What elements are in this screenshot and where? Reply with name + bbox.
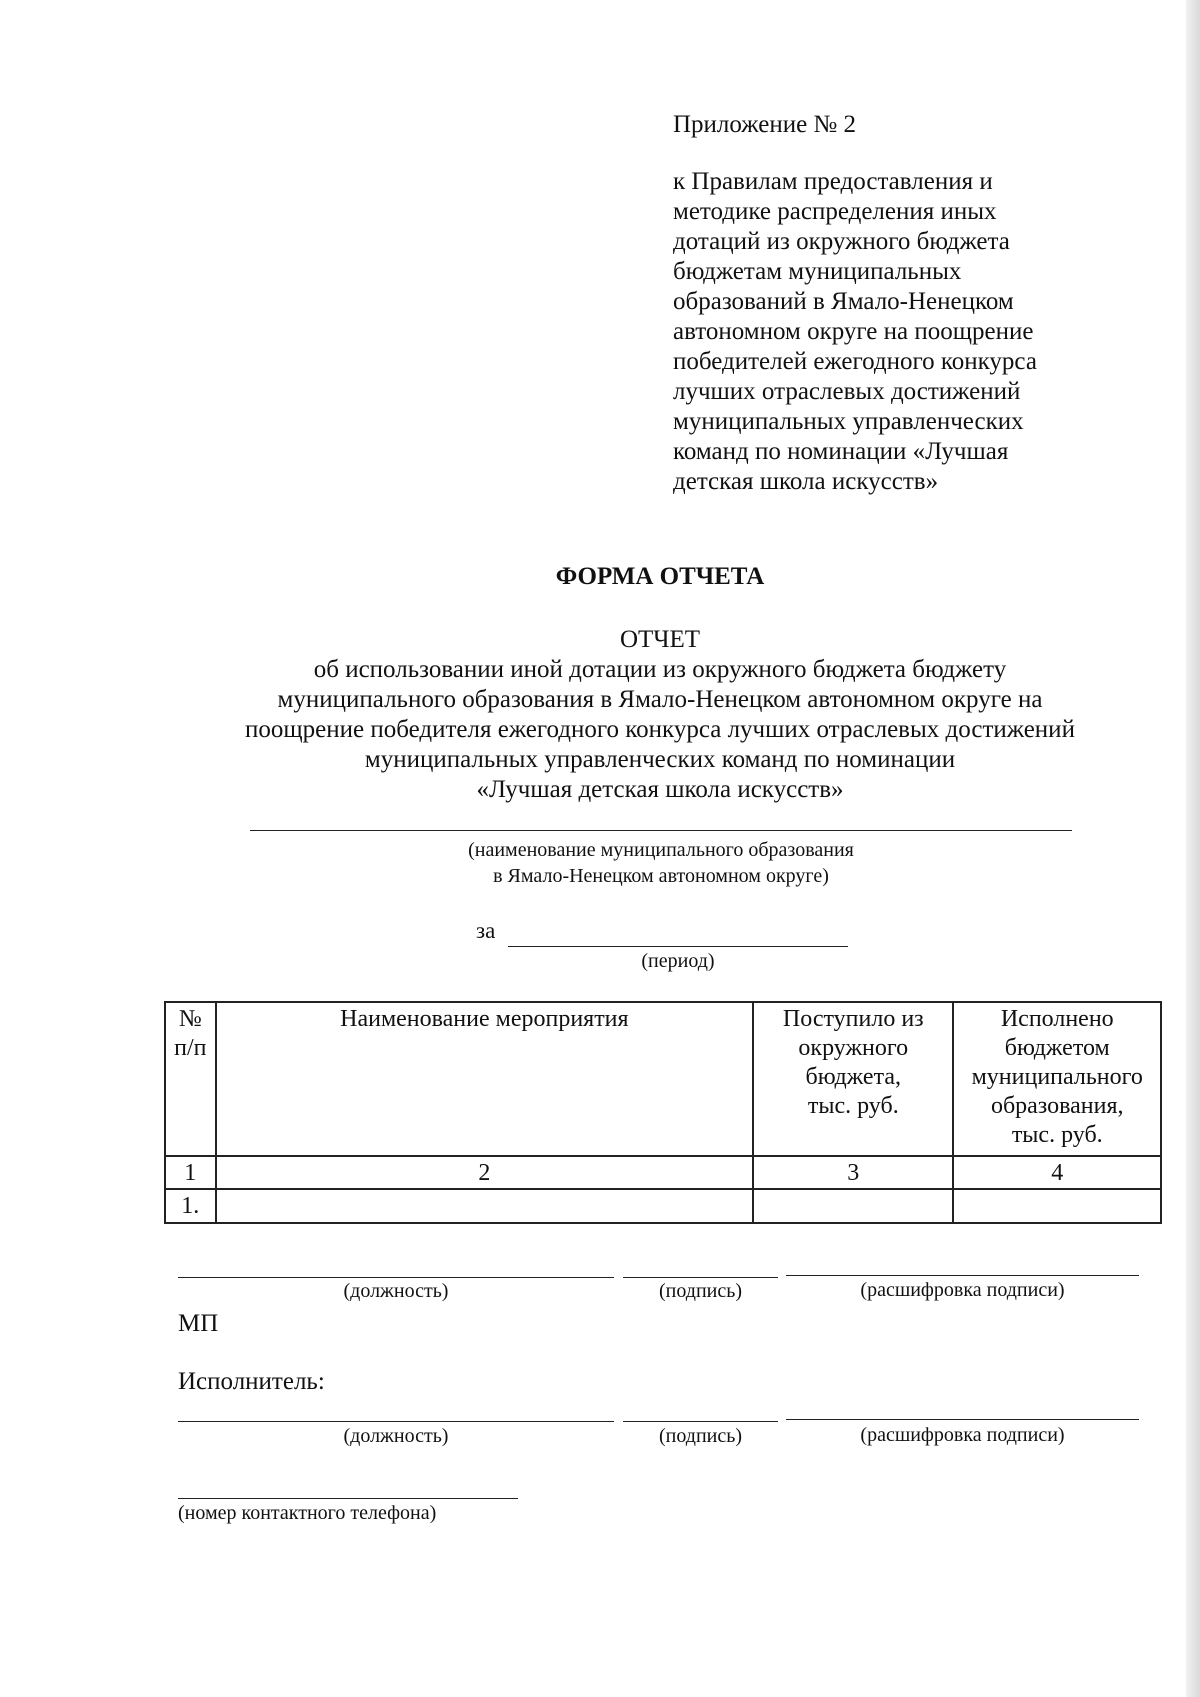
appendix-line: команд по номинации «Лучшая <box>673 438 1009 465</box>
header-line: тыс. руб. <box>807 1093 899 1119</box>
decoding-caption: (расшифровка подписи) <box>860 1279 1065 1301</box>
appendix-line: дотаций из окружного бюджета <box>673 228 1010 255</box>
report-line: муниципального образования в Ямало-Ненецком автономном округе на <box>277 686 1043 713</box>
municipality-name-field[interactable] <box>250 830 1072 831</box>
header-line: п/п <box>174 1035 207 1061</box>
position-caption: (должность) <box>343 1280 449 1302</box>
caption-line: (наименование муниципального образования <box>468 839 854 861</box>
signature-caption: (подпись) <box>658 1280 743 1302</box>
appendix-line: автономном округе на поощрение <box>673 318 1034 345</box>
header-line: Поступило из <box>782 1006 924 1032</box>
report-line: об использовании иной дотации из окружного бюджета бюджету <box>313 656 1007 683</box>
header-event-name <box>216 1002 753 1156</box>
header-line: окружного <box>798 1035 909 1061</box>
executor-signature-caption: (подпись) <box>658 1425 743 1447</box>
municipality-caption <box>250 837 1072 889</box>
appendix-block <box>673 110 1103 497</box>
report-title: ОТЧЕТ <box>619 626 701 653</box>
header-number <box>165 1002 216 1156</box>
phone-caption: (номер контактного телефона) <box>178 1502 437 1524</box>
appendix-line: бюджетам муниципальных <box>673 258 962 285</box>
appendix-line: образований в Ямало-Ненецком <box>673 288 1014 315</box>
form-title: ФОРМА ОТЧЕТА <box>555 563 765 590</box>
header-line: образования, <box>990 1093 1124 1119</box>
executor-position-caption: (должность) <box>343 1425 449 1447</box>
column-number: 1 <box>165 1156 216 1189</box>
executor-position-line[interactable] <box>178 1421 614 1422</box>
header-executed <box>953 1002 1161 1156</box>
event-name-cell[interactable] <box>216 1189 753 1223</box>
period-prefix: за <box>476 918 496 943</box>
header-line: тыс. руб. <box>1011 1122 1103 1148</box>
executor-decoding-line[interactable] <box>786 1419 1139 1420</box>
header-line: бюджетом <box>1004 1035 1110 1061</box>
report-table <box>164 1001 1162 1224</box>
header-line: № <box>178 1006 202 1032</box>
report-line: поощрение победителя ежегодного конкурса лучших отраслевых достижений <box>245 716 1075 743</box>
position-line[interactable] <box>178 1277 614 1278</box>
period-field[interactable] <box>508 946 848 947</box>
table-row <box>165 1189 1161 1223</box>
page-edge <box>1186 0 1200 1697</box>
stamp-label: МП <box>178 1310 219 1337</box>
appendix-line: методике распределения иных <box>673 198 997 225</box>
caption-line: в Ямало-Ненецком автономном округе) <box>493 865 829 887</box>
column-number: 4 <box>953 1156 1161 1189</box>
executor-label: Исполнитель: <box>178 1368 325 1395</box>
header-received <box>753 1002 953 1156</box>
header-line: Исполнено <box>1000 1006 1114 1032</box>
appendix-number: Приложение № 2 <box>673 111 857 138</box>
executed-cell[interactable] <box>953 1189 1161 1223</box>
appendix-line: детская школа искусств» <box>673 468 939 495</box>
column-number-row <box>165 1156 1161 1189</box>
header-line: бюджета, <box>805 1064 902 1090</box>
row-number: 1. <box>165 1189 216 1223</box>
report-heading <box>130 625 1190 805</box>
header-line: Наименование мероприятия <box>340 1006 629 1032</box>
appendix-line: лучших отраслевых достижений <box>673 378 1021 405</box>
decoding-line[interactable] <box>786 1275 1139 1276</box>
header-line: муниципального <box>971 1064 1143 1090</box>
appendix-line: муниципальных управленческих <box>673 408 1024 435</box>
executor-signature-line[interactable] <box>623 1421 778 1422</box>
appendix-line: победителей ежегодного конкурса <box>673 348 1037 375</box>
appendix-line: к Правилам предоставления и <box>673 168 993 195</box>
executor-decoding-caption: (расшифровка подписи) <box>860 1424 1065 1446</box>
report-line: муниципальных управленческих команд по номинации <box>364 746 956 773</box>
column-number: 3 <box>753 1156 953 1189</box>
report-line: «Лучшая детская школа искусств» <box>476 776 844 803</box>
received-cell[interactable] <box>753 1189 953 1223</box>
phone-line[interactable] <box>178 1498 518 1499</box>
table-header-row <box>165 1002 1161 1156</box>
signature-line[interactable] <box>623 1277 778 1278</box>
column-number: 2 <box>216 1156 753 1189</box>
period-caption: (период) <box>641 950 715 972</box>
